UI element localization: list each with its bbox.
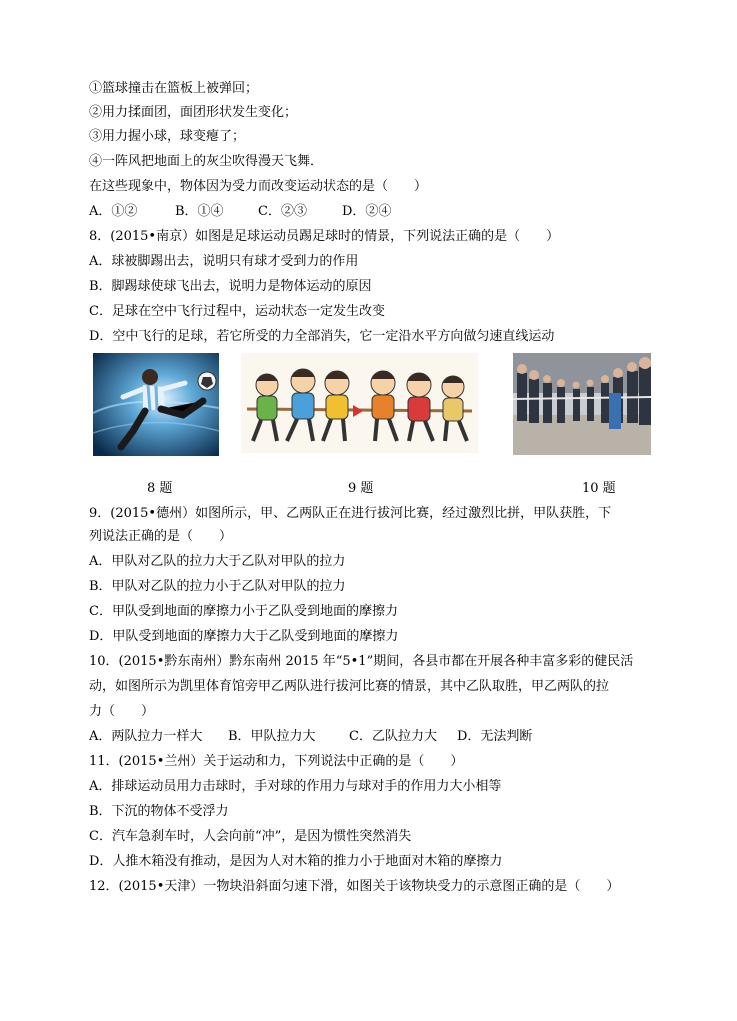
q11-stem: 11．(2015•兰州）关于运动和力，下列说法中正确的是（ ） [89, 754, 464, 769]
soccer-player-photo [93, 353, 219, 456]
q9-option-a: A．甲队对乙队的拉力大于乙队对甲队的拉力 [89, 554, 346, 569]
q7-option-b: B．①④ [175, 204, 224, 219]
q7-item-4: ④一阵风把地面上的灰尘吹得漫天飞舞． [89, 154, 324, 169]
tug-of-war-photo [513, 353, 651, 455]
q7-item-2: ②用力揉面团，面团形状发生变化； [89, 105, 298, 120]
q11-option-a: A．排球运动员用力击球时，手对球的作用力与球对手的作用力大小相等 [89, 779, 502, 794]
figure-caption-10: 10 题 [582, 481, 616, 496]
q10-stem-line1: 10．(2015•黔东南州）黔东南州 2015 年“5•1”期间，各县市都在开展各种丰富多彩的健民活 [89, 654, 634, 669]
q7-options [89, 203, 391, 221]
q7-option-a: A．①② [89, 204, 138, 219]
q10-option-d: D．无法判断 [457, 729, 533, 744]
q10-options [89, 728, 532, 746]
q7-item-3: ③用力握小球，球变瘪了； [89, 129, 246, 144]
q9-option-b: B．甲队对乙队的拉力小于乙队对甲队的拉力 [89, 579, 346, 594]
q7-option-d: D．②④ [342, 204, 392, 219]
q10-option-c: C．乙队拉力大 [349, 729, 437, 744]
q11-option-d: D．人推木箱没有推动，是因为人对木箱的推力小于地面对木箱的摩擦力 [89, 854, 503, 869]
tug-of-war-cartoon [241, 353, 478, 453]
q8-option-c: C．足球在空中飞行过程中，运动状态一定发生改变 [89, 304, 385, 319]
q8-stem: 8．(2015•南京）如图是足球运动员踢足球时的情景，下列说法正确的是（ ） [89, 229, 560, 244]
q9-stem-line1: 9．(2015•德州）如图所示，甲、乙两队正在进行拔河比赛，经过激烈比拼，甲队获胜，下 [89, 506, 612, 521]
q9-option-d: D．甲队受到地面的摩擦力大于乙队受到地面的摩擦力 [89, 629, 399, 644]
q8-option-a: A．球被脚踢出去，说明只有球才受到力的作用 [89, 254, 359, 269]
q12-stem: 12．(2015•天津）一物块沿斜面匀速下滑，如图关于该物块受力的示意图正确的是（ ） [89, 879, 620, 894]
q10-stem-line3: 力（ ） [89, 704, 155, 719]
q10-option-a: A．两队拉力一样大 [89, 729, 203, 744]
q8-option-d: D．空中飞行的足球，若它所受的力全部消失，它一定沿水平方向做匀速直线运动 [89, 329, 555, 344]
q10-stem-line2: 动，如图所示为凯里体育馆旁甲乙两队进行拔河比赛的情景，其中乙队取胜，甲乙两队的拉 [89, 679, 610, 694]
q9-option-c: C．甲队受到地面的摩擦力小于乙队受到地面的摩擦力 [89, 604, 398, 619]
figure-caption-8: 8 题 [147, 481, 173, 496]
figure-caption-9: 9 题 [348, 481, 374, 496]
q7-stem: 在这些现象中，物体因为受力而改变运动状态的是（ ） [89, 179, 428, 194]
q9-stem-line2: 列说法正确的是（ ） [89, 529, 233, 544]
q8-option-b: B．脚踢球使球飞出去，说明力是物体运动的原因 [89, 279, 372, 294]
q11-option-c: C．汽车急刹车时，人会向前“冲”，是因为惯性突然消失 [89, 829, 412, 844]
q11-option-b: B．下沉的物体不受浮力 [89, 804, 229, 819]
q7-option-c: C．②③ [258, 204, 307, 219]
q7-item-1: ①篮球撞击在篮板上被弹回； [89, 81, 259, 96]
q10-option-b: B．甲队拉力大 [228, 729, 316, 744]
